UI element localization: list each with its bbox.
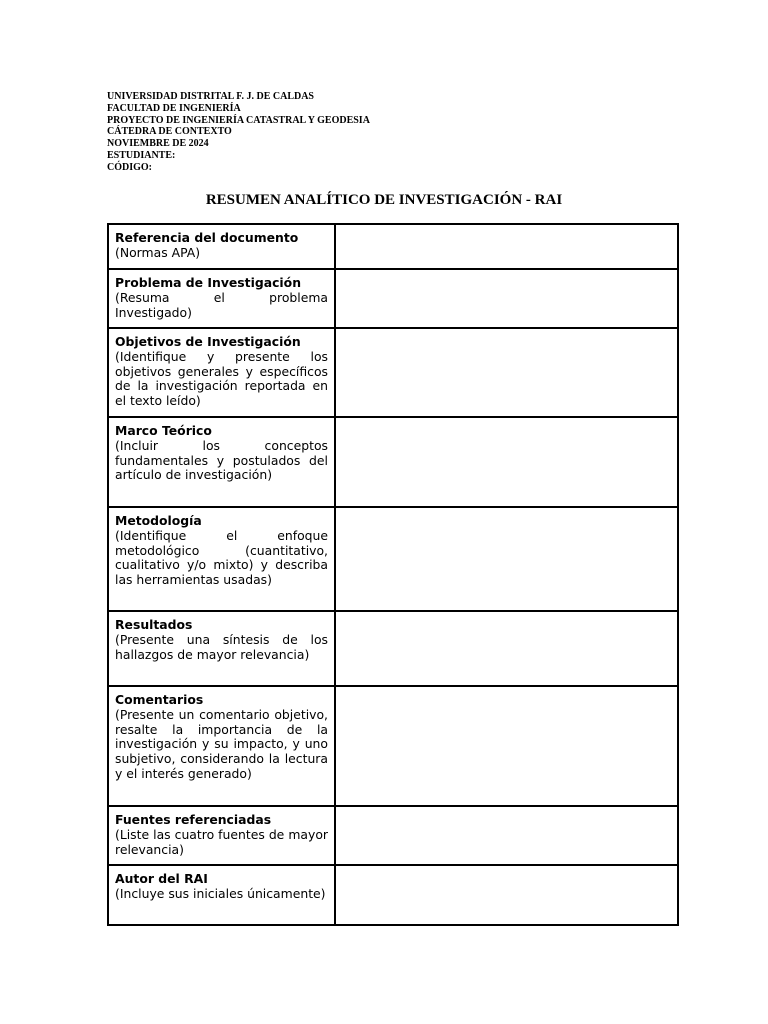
field-description: (Identifique y presente los objetivos generales y específicos de la investigación reportada en el texto leído) xyxy=(115,348,328,409)
field-description: (Presente un comentario objetivo, resalte la importancia de la investigación y su impacto, y uno subjetivo, considerando la lectura y el interés generado) xyxy=(115,706,328,781)
field-description: (Presente una síntesis de los hallazgos de mayor relevancia) xyxy=(115,631,328,662)
program-name: PROYECTO DE INGENIERÍA CATASTRAL Y GEODESIA xyxy=(107,114,370,126)
document-date: NOVIEMBRE DE 2024 xyxy=(107,138,209,150)
table-row-sources xyxy=(108,806,678,865)
field-label: Referencia del documento xyxy=(115,230,299,245)
student-label: ESTUDIANTE: xyxy=(107,149,176,161)
theoretical-framework-value-cell[interactable] xyxy=(335,417,678,507)
table-row-author xyxy=(108,865,678,925)
problem-value-cell[interactable] xyxy=(335,269,678,328)
table-row-comments xyxy=(108,686,678,806)
row-label-cell xyxy=(108,328,335,417)
author-value-cell[interactable] xyxy=(335,865,678,925)
objectives-value-cell[interactable] xyxy=(335,328,678,417)
row-label-cell xyxy=(108,806,335,865)
field-description: (Normas APA) xyxy=(115,244,201,260)
table-row-results xyxy=(108,611,678,686)
university-name: UNIVERSIDAD DISTRITAL F. J. DE CALDAS xyxy=(107,91,314,102)
row-label-cell xyxy=(108,611,335,686)
table-row-reference xyxy=(108,224,678,269)
field-label: Fuentes referenciadas xyxy=(115,812,272,827)
table-row-objectives xyxy=(108,328,678,417)
row-label-cell xyxy=(108,865,335,925)
row-label-cell xyxy=(108,507,335,611)
row-label-cell xyxy=(108,417,335,507)
field-label: Resultados xyxy=(115,617,193,632)
rai-form-table xyxy=(107,223,679,926)
table-row-methodology xyxy=(108,507,678,611)
page-title: RESUMEN ANALÍTICO DE INVESTIGACIÓN - RAI xyxy=(205,192,563,208)
field-label: Metodología xyxy=(115,513,202,528)
reference-value-cell[interactable] xyxy=(335,224,678,269)
field-label: Comentarios xyxy=(115,692,204,707)
methodology-value-cell[interactable] xyxy=(335,507,678,611)
course-name: CÁTEDRA DE CONTEXTO xyxy=(107,126,232,138)
field-description: (Resuma el problema Investigado) xyxy=(115,289,328,320)
row-label-cell xyxy=(108,686,335,806)
table-row-problem xyxy=(108,269,678,328)
field-label: Autor del RAI xyxy=(115,871,208,886)
field-description: (Identifique el enfoque metodológico (cuantitativo, cualitativo y/o mixto) y describa las herramientas usadas) xyxy=(115,527,328,588)
table-row-theoretical-framework xyxy=(108,417,678,507)
comments-value-cell[interactable] xyxy=(335,686,678,806)
row-label-cell xyxy=(108,224,335,269)
field-label: Problema de Investigación xyxy=(115,275,302,290)
field-description: (Incluye sus iniciales únicamente) xyxy=(115,885,326,901)
field-label: Objetivos de Investigación xyxy=(115,334,301,349)
code-label: CÓDIGO: xyxy=(107,161,152,173)
sources-value-cell[interactable] xyxy=(335,806,678,865)
faculty-name: FACULTAD DE INGENIERÍA xyxy=(107,102,241,114)
row-label-cell xyxy=(108,269,335,328)
field-description: (Incluir los conceptos fundamentales y postulados del artículo de investigación) xyxy=(115,437,328,483)
field-label: Marco Teórico xyxy=(115,423,212,438)
document-header xyxy=(107,91,370,174)
field-description: (Liste las cuatro fuentes de mayor relevancia) xyxy=(115,826,328,857)
results-value-cell[interactable] xyxy=(335,611,678,686)
